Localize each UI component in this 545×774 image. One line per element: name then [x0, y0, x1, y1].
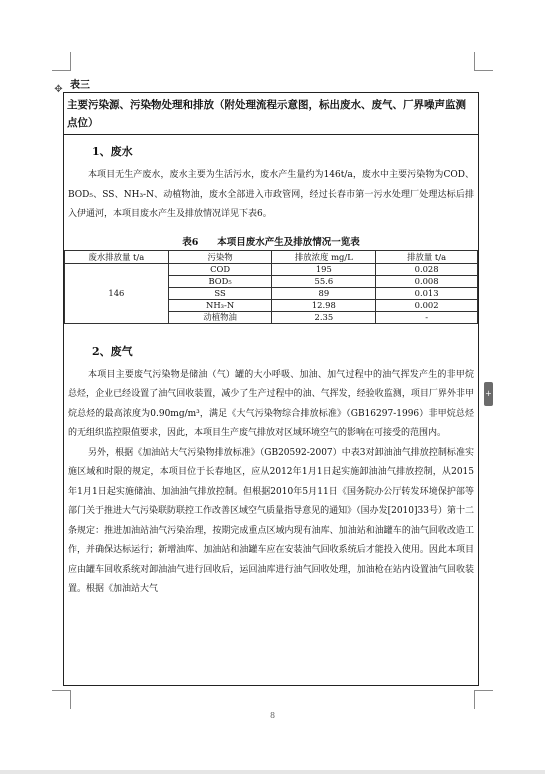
table-cell-conc: 2.35 [272, 311, 376, 323]
table-cell-pollutant: SS [168, 287, 272, 299]
table6-header-row [65, 250, 478, 263]
table-cell-pollutant: BOD₅ [168, 275, 272, 287]
table-cell-conc: 89 [272, 287, 376, 299]
crop-mark-bottom-left [52, 690, 71, 709]
table-cell-amount: 0.002 [376, 299, 478, 311]
crop-mark-bottom-right [474, 690, 493, 709]
table6 [64, 250, 478, 324]
table6-header-amount: 排放量 t/a [376, 250, 478, 263]
table-row [65, 263, 478, 275]
table6-header-pollutant: 污染物 [168, 250, 272, 263]
table-cell-amount: 0.028 [376, 263, 478, 275]
section-title-gas: 2、废气 [92, 344, 133, 358]
water-paragraph: 本项目无生产废水，废水主要为生活污水，废水产生量约为146t/a，废水中主要污染物为COD、BOD₅、SS、NH₃-N、动植物油，废水全部进入市政管网，经过长春市第一污水处理厂处理达标后排入伊通河，本项目废水产生及排放情况详见下表6。 [68, 170, 474, 219]
table6-volume-cell: 146 [65, 263, 169, 323]
table-cell-pollutant: 动植物油 [168, 311, 272, 323]
table-cell-conc: 195 [272, 263, 376, 275]
gas-paragraph-2: 另外，根据《加油站大气污染物排放标准》（GB20592-2007）中表3对卸油油气排放控制标准实施区域和时限的规定，本项目位于长春地区，应从2012年1月1日起实施卸油油气排放控制，从2015年1月1日起实施储油、加油油气排放控制。但根据2010年5月11日《国务院办公厅转发环境保护部等部门关于推进大气污染联防联控工作改善区域空气质量指导意见的通知》（国办发[2010]33号）第十二条规定：推进加油站油气污染治理，按期完成重点区域内现有油库、加油站和油罐车的油气回收改造工作，并确保达标运行；新增油库、加油站和油罐车应在安装油气回收系统后才能投入使用。因此本项目应由罐车回收系统对卸油油气进行回收后，运回油库进行油气回收处理，加油枪在站内设置油气回收装置。根据《加油站大气 [68, 447, 474, 594]
table6-header-volume: 废水排放量 t/a [65, 250, 169, 263]
table6-header-conc: 排放浓度 mg/L [272, 250, 376, 263]
section-title-water: 1、废水 [92, 145, 133, 158]
crop-mark-top-left [52, 52, 71, 71]
table-move-handle-icon[interactable]: ✥ [54, 84, 63, 95]
page-shadow [0, 770, 545, 774]
table-cell-conc: 55.6 [272, 275, 376, 287]
table-cell-amount: 0.008 [376, 275, 478, 287]
table6-title: 表6 本项目废水产生及排放情况一览表 [182, 236, 360, 248]
table-cell-amount: 0.013 [376, 287, 478, 299]
table-cell-pollutant: COD [168, 263, 272, 275]
frame-header: 主要污染源、污染物处理和排放（附处理流程示意图，标出废水、废气、厂界噪声监测点位） [64, 93, 478, 135]
page-number: 8 [269, 711, 276, 720]
crop-mark-top-right [474, 52, 493, 71]
table-frame [63, 92, 479, 686]
side-expand-tab[interactable]: + [484, 382, 493, 406]
table-cell-conc: 12.98 [272, 299, 376, 311]
table-cell-pollutant: NH₃-N [168, 299, 272, 311]
gas-paragraph-1: 本项目主要废气污染物是储油（气）罐的大小呼吸、加油、加气过程中的油气挥发产生的非甲烷总烃，企业已经设置了油气回收装置，减少了生产过程中的油、气挥发，经验收监测，项目厂界外非甲烷总烃的最高浓度为0.90mg/m³，满足《大气污染物综合排放标准》（GB16297-1996）非甲烷总烃的无组织监控限值要求，因此，本项目生产废气排放对区域环境空气的影响在可接受的范围内。 [68, 369, 474, 438]
table-label: 表三 [70, 80, 90, 91]
spacer [64, 324, 478, 344]
table-cell-amount: - [376, 311, 478, 323]
